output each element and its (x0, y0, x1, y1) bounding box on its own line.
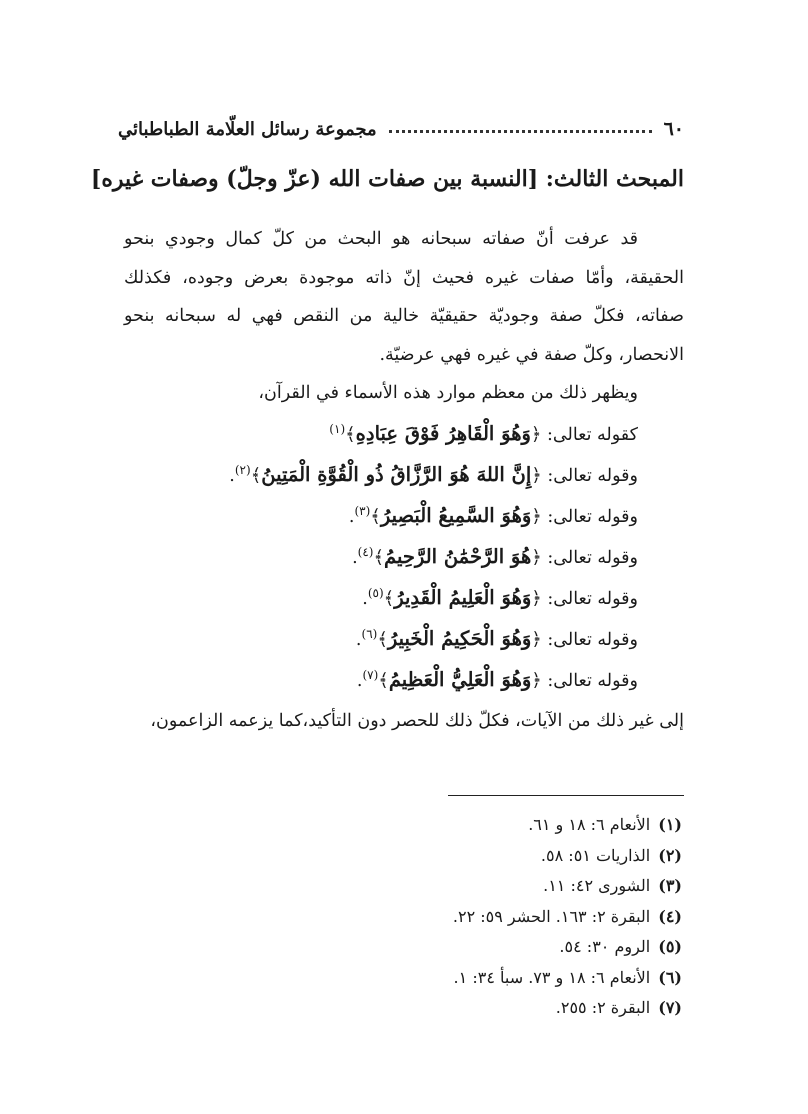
verse-suffix: . (348, 506, 355, 527)
verse-close-bracket: ﴾ (373, 546, 385, 568)
footnote-ref[interactable]: (٥) (367, 585, 384, 600)
lead-in-line: ويظهر ذلك من معظم موارد هذه الأسماء في القرآن، (258, 383, 638, 403)
quran-verse: وَهُوَ الْقَاهِرُ فَوْقَ عِبَادِهِ (355, 421, 531, 445)
footnote-number: (١) (658, 815, 682, 834)
section-title: المبحث الثالث: [النسبة بين صفات الله (عزّ وجلّ) وصفات غيره] (90, 166, 684, 192)
footnote (122, 902, 682, 933)
verse-prefix: وقوله تعالى: (547, 588, 638, 609)
verse-close-bracket: ﴾ (383, 587, 395, 609)
footnotes (122, 810, 682, 1024)
quran-verse: وَهُوَ السَّمِيعُ الْبَصِيرُ (380, 503, 532, 527)
quran-verse: وَهُوَ الْعَلِيمُ الْقَدِيرُ (394, 585, 532, 609)
footnote-ref[interactable]: (٢) (234, 462, 251, 477)
verse-close-bracket: ﴾ (370, 505, 381, 527)
footnote-text: البقرة ٢: ٢٥٥. (555, 998, 651, 1017)
verse-suffix: . (355, 629, 362, 650)
body-text (124, 220, 684, 740)
footnote-text: البقرة ٢: ١٦٣. الحشر ٥٩: ٢٢. (452, 906, 651, 926)
footnote-text: الأنعام ٦: ١٨ و ٧٣. سبأ ٣٤: ١. (453, 967, 651, 987)
verse-close-bracket: ﴾ (345, 423, 356, 445)
quran-verse: وَهُوَ الْعَلِيُّ الْعَظِيمُ (388, 667, 532, 691)
verse-suffix: . (229, 465, 235, 486)
verse-open-bracket: ﴿ (531, 505, 542, 527)
footnote-number: (٢) (658, 845, 682, 865)
footnote-number: (٤) (658, 906, 682, 926)
verse-line (124, 495, 684, 536)
verse-suffix: . (352, 547, 358, 568)
quran-verse: وَهُوَ الْحَكِيمُ الْخَبِيرُ (387, 626, 532, 650)
quran-verse: إِنَّ اللهَ هُوَ الرَّزَّاقُ ذُو الْقُوَّةِ الْمَتِينُ (261, 462, 532, 486)
footnote-text: الذاريات ٥١: ٥٨. (540, 845, 651, 865)
footnote-number: (٣) (658, 876, 682, 895)
verse-prefix: وقوله تعالى: (547, 629, 638, 650)
verse-close-bracket: ﴾ (378, 669, 389, 691)
footnote-text: الشورى ٤٢: ١١. (543, 876, 651, 895)
footnote (122, 963, 682, 994)
verse-line (124, 536, 684, 577)
intro-paragraph: قد عرفت أنّ صفاته سبحانه هو البحث من كلّ كمال وجودي بنحو الحقيقة، وأمّا صفات غيره فحيث إنّ ذاته موجودة بعرض وجوده، فكذلك صفاته، فكلّ صفة وجوديّة حقيقيّة خالية من النقص فهي له سبحانه بنحو الانحصار، وكلّ صفة في غيره فهي عرضيّة. (124, 229, 684, 365)
verse-open-bracket: ﴿ (531, 464, 542, 486)
running-header (118, 114, 684, 144)
verse-open-bracket: ﴿ (531, 546, 542, 568)
verse-close-bracket: ﴾ (377, 628, 388, 650)
footnote-text: الروم ٣٠: ٥٤. (559, 937, 651, 956)
footnote-number: (٦) (658, 967, 682, 987)
verse-open-bracket: ﴿ (530, 423, 542, 445)
footnote-ref[interactable]: (١) (329, 421, 346, 436)
verse-open-bracket: ﴿ (531, 628, 542, 650)
verse-suffix: . (362, 588, 368, 609)
footnote (122, 993, 682, 1024)
footnote (122, 810, 682, 841)
footnote-ref[interactable]: (٣) (354, 503, 371, 518)
verse-open-bracket: ﴿ (531, 587, 542, 609)
verse-prefix: كقوله تعالى: (547, 424, 638, 445)
footnote-ref[interactable]: (٦) (361, 626, 378, 641)
verse-suffix: . (356, 670, 363, 691)
page-number: ٦٠ (663, 118, 684, 140)
book-title: مجموعة رسائل العلّامة الطباطبائي (118, 118, 377, 140)
verse-line (124, 413, 684, 454)
footnote-text: الأنعام ٦: ١٨ و ٦١. (528, 815, 651, 834)
verse-prefix: وقوله تعالى: (547, 670, 638, 691)
quran-verse: هُوَ الرَّحْمَٰنُ الرَّحِيمُ (384, 544, 532, 568)
footnote-number: (٥) (658, 937, 682, 956)
closing-line: إلى غير ذلك من الآيات، فكلّ ذلك للحصر دون التأكيد،كما يزعمه الزاعمون، (150, 710, 684, 731)
footnote (122, 841, 682, 872)
footnote (122, 932, 682, 963)
footnote-number: (٧) (658, 998, 682, 1017)
verse-line (124, 618, 684, 659)
footnote-divider (448, 795, 684, 796)
verse-line (124, 577, 684, 618)
verse-prefix: وقوله تعالى: (547, 465, 638, 486)
footnote (122, 871, 682, 902)
footnote-ref[interactable]: (٧) (362, 667, 379, 682)
footnote-ref[interactable]: (٤) (357, 544, 374, 559)
verse-line (124, 659, 684, 700)
verse-line (124, 454, 684, 495)
header-leader-dots (389, 130, 652, 133)
verse-prefix: وقوله تعالى: (547, 506, 638, 527)
verse-close-bracket: ﴾ (250, 464, 262, 486)
verse-open-bracket: ﴿ (531, 669, 542, 691)
verse-prefix: وقوله تعالى: (547, 547, 638, 568)
